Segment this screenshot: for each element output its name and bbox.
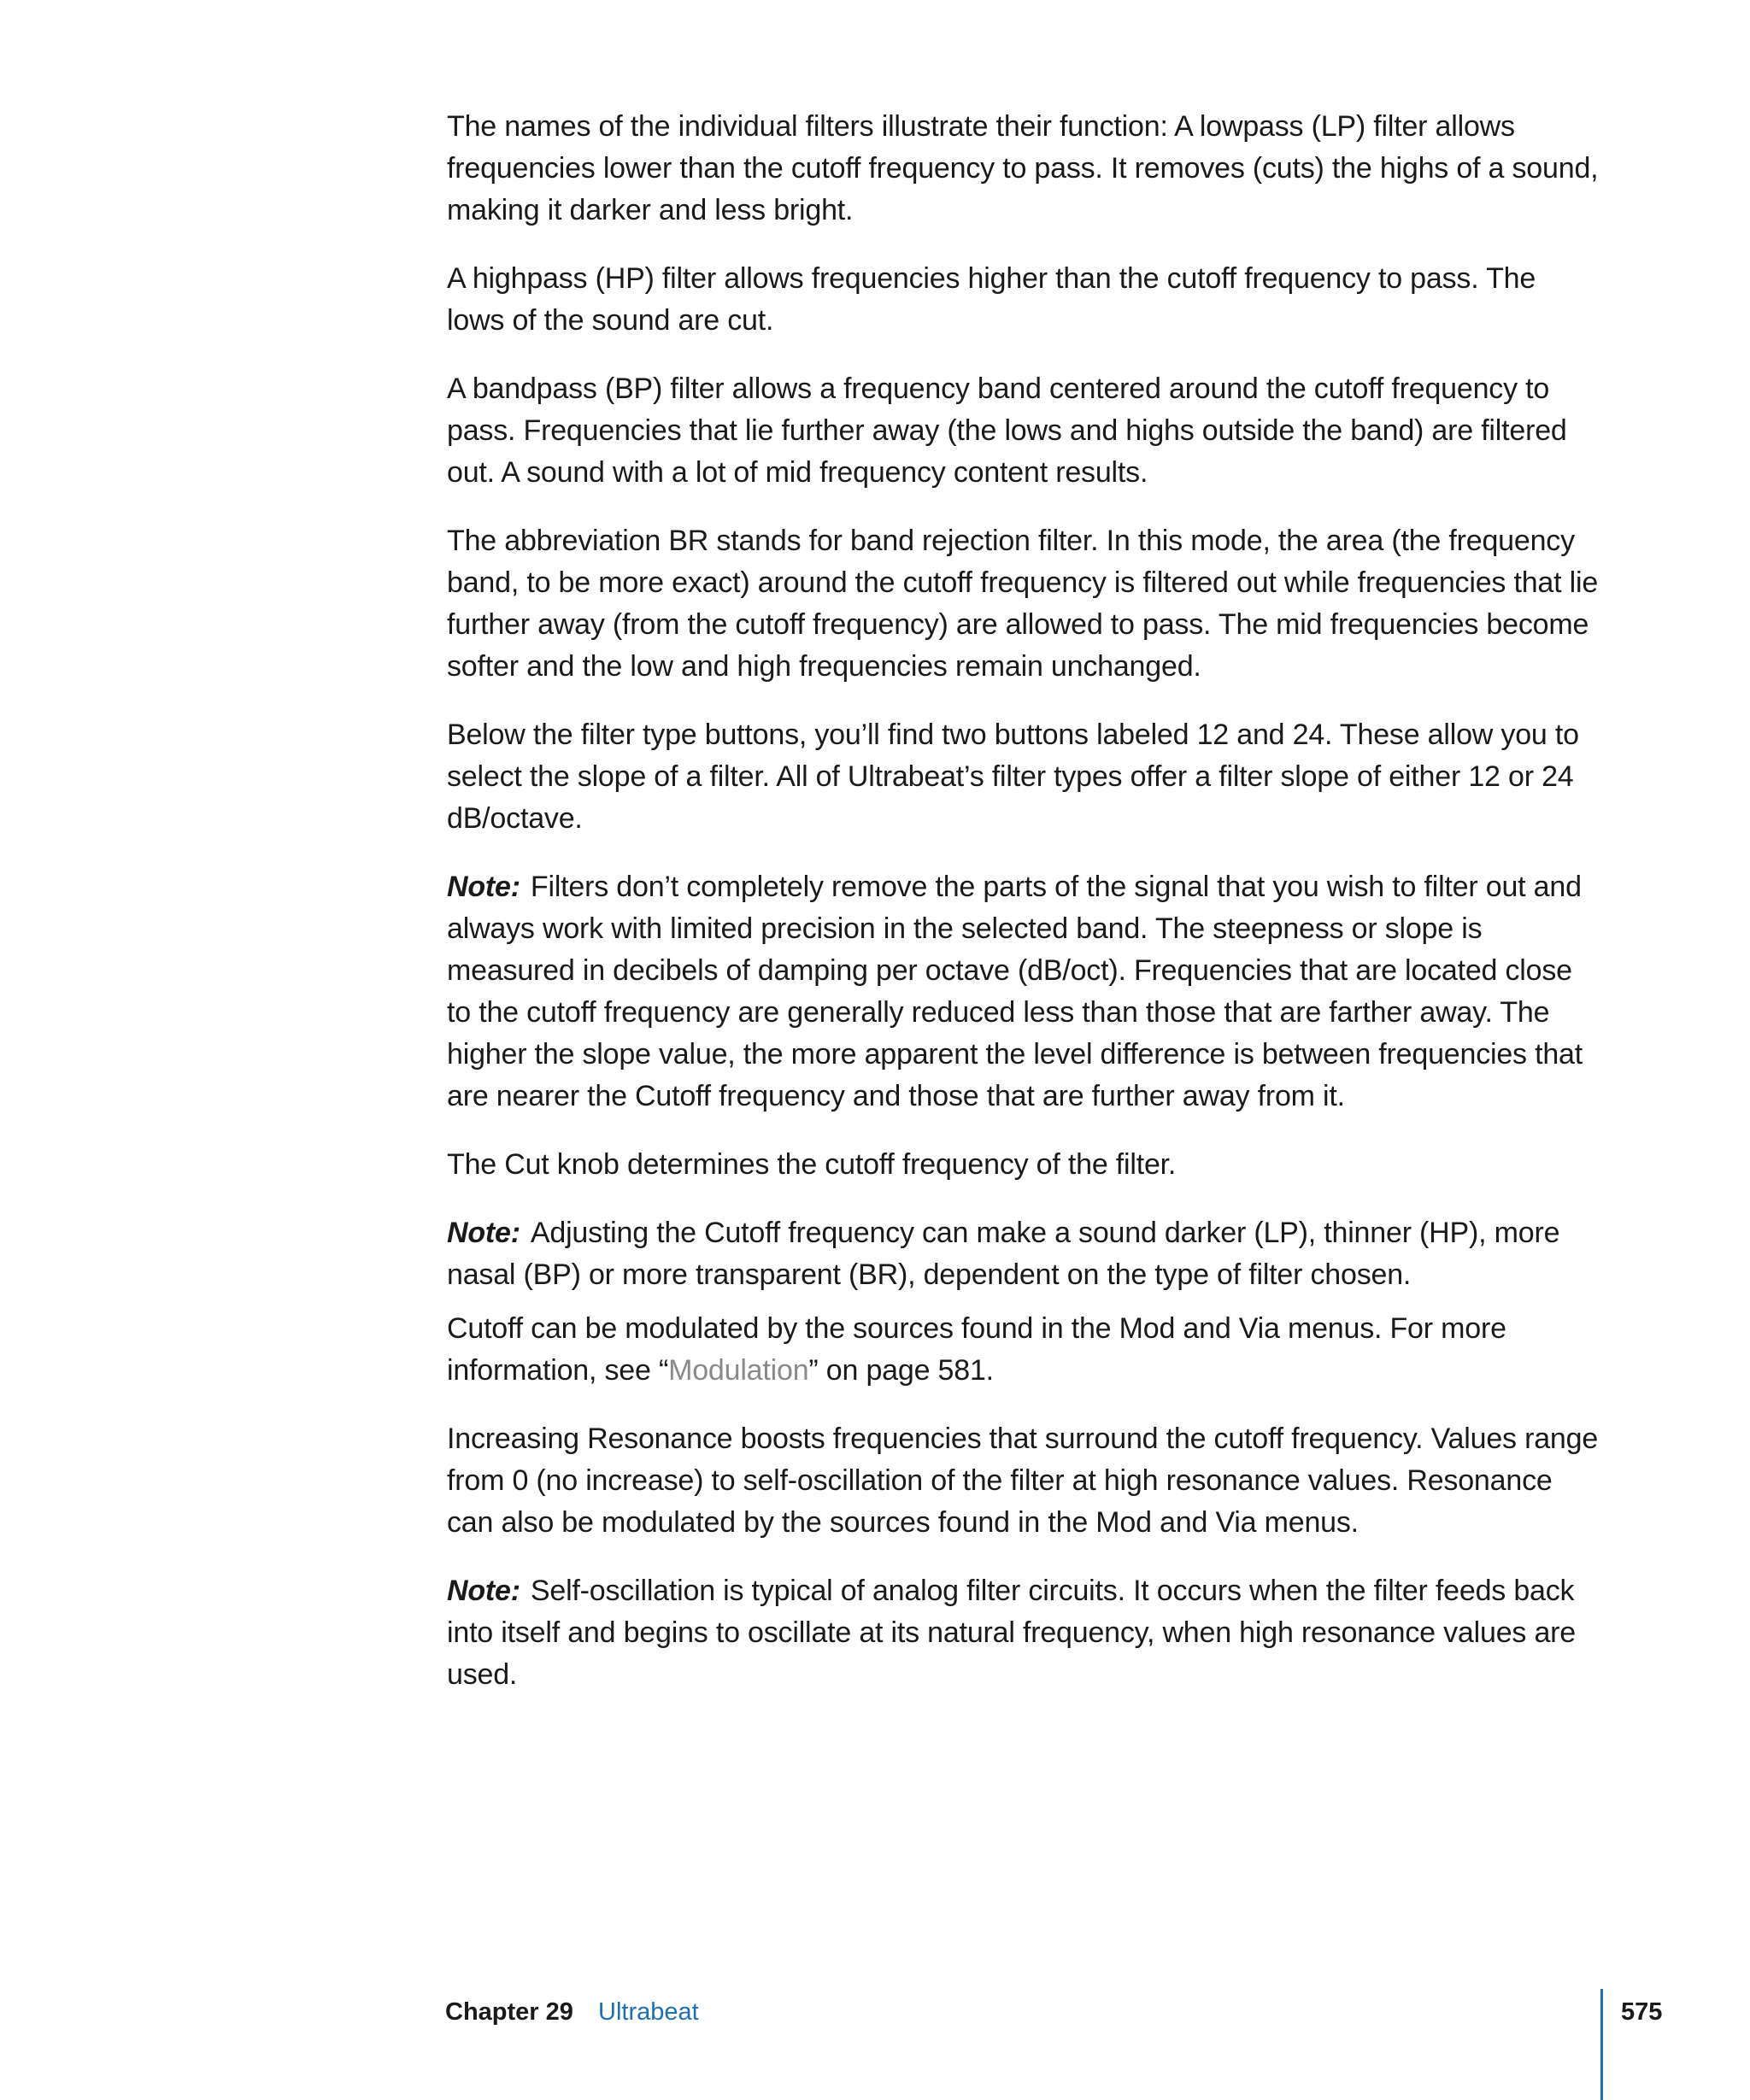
paragraph-bandpass: A bandpass (BP) filter allows a frequency band centered around the cutoff frequency to pass. Frequencies that lie further away (the lows and highs outside the band) are filtered out. A sound with a lot of mid frequency content results.: [447, 372, 1567, 489]
paragraph-resonance: Increasing Resonance boosts frequencies that surround the cutoff frequency. Values range from 0 (no increase) to self-oscillation of the filter at high resonance values. Resonance can also be modulated by the sources found in the Mod and Via menus.: [447, 1422, 1599, 1539]
note-label: Note:: [447, 1217, 520, 1249]
note-text: Self-oscillation is typical of analog filter circuits. It occurs when the filter feeds back into itself and begins to oscillate at its natural frequency, when high resonance values are used.: [447, 1575, 1576, 1691]
note-text: Filters don’t completely remove the parts of the signal that you wish to filter out and always work with limited precision in the selected band. The steepness or slope is measured in decibels of damping per octave (dB/oct). Frequencies that are located close to the cutoff frequency are generally reduced less than those that are farther away. The higher the slope value, the more apparent the level difference is between frequencies that are nearer the Cutoff frequency and those that are further away from it.: [447, 871, 1583, 1112]
note-self-oscillation: [447, 1570, 1600, 1696]
paragraph-lowpass: The names of the individual filters illustrate their function: A lowpass (LP) filter allows frequencies lower than the cutoff frequency to pass. It removes (cuts) the highs of a sound, making it darker and less bright.: [447, 110, 1599, 226]
paragraph-cut-knob: The Cut knob determines the cutoff frequency of the filter.: [447, 1148, 1177, 1181]
note-label: Note:: [447, 1575, 520, 1607]
note-filter-precision: [447, 866, 1600, 1117]
page-body: [447, 106, 1600, 1722]
chapter-label: Chapter 29: [445, 1998, 573, 2026]
modulation-link[interactable]: Modulation: [668, 1354, 809, 1387]
footer-divider: [1600, 1989, 1603, 2100]
text-after-link: ” on page 581.: [808, 1354, 994, 1387]
page-number: 575: [1621, 1998, 1663, 2026]
note-text: Adjusting the Cutoff frequency can make a sound darker (LP), thinner (HP), more nasal (BP) or more transparent (BR), dependent on the type of filter chosen.: [447, 1217, 1560, 1291]
note-cutoff-effect: [447, 1212, 1600, 1296]
paragraph-cutoff-modulation: [447, 1308, 1600, 1392]
paragraph-filter-slope: Below the filter type buttons, you’ll find two buttons labeled 12 and 24. These allow you to select the slope of a filter. All of Ultrabeat’s filter types offer a filter slope of either 12 or 24 dB/octave.: [447, 719, 1579, 835]
paragraph-highpass: A highpass (HP) filter allows frequencies higher than the cutoff frequency to pass. The lows of the sound are cut.: [447, 262, 1536, 337]
note-label: Note:: [447, 871, 520, 903]
chapter-title-link[interactable]: Ultrabeat: [598, 1998, 699, 2026]
paragraph-band-rejection: The abbreviation BR stands for band rejection filter. In this mode, the area (the frequency band, to be more exact) around the cutoff frequency is filtered out while frequencies that lie further away (from the cutoff frequency) are allowed to pass. The mid frequencies become softer and the low and high frequencies remain unchanged.: [447, 525, 1599, 683]
text-before-link: Cutoff can be modulated by the sources found in the Mod and Via menus. For more information, see “: [447, 1312, 1506, 1387]
